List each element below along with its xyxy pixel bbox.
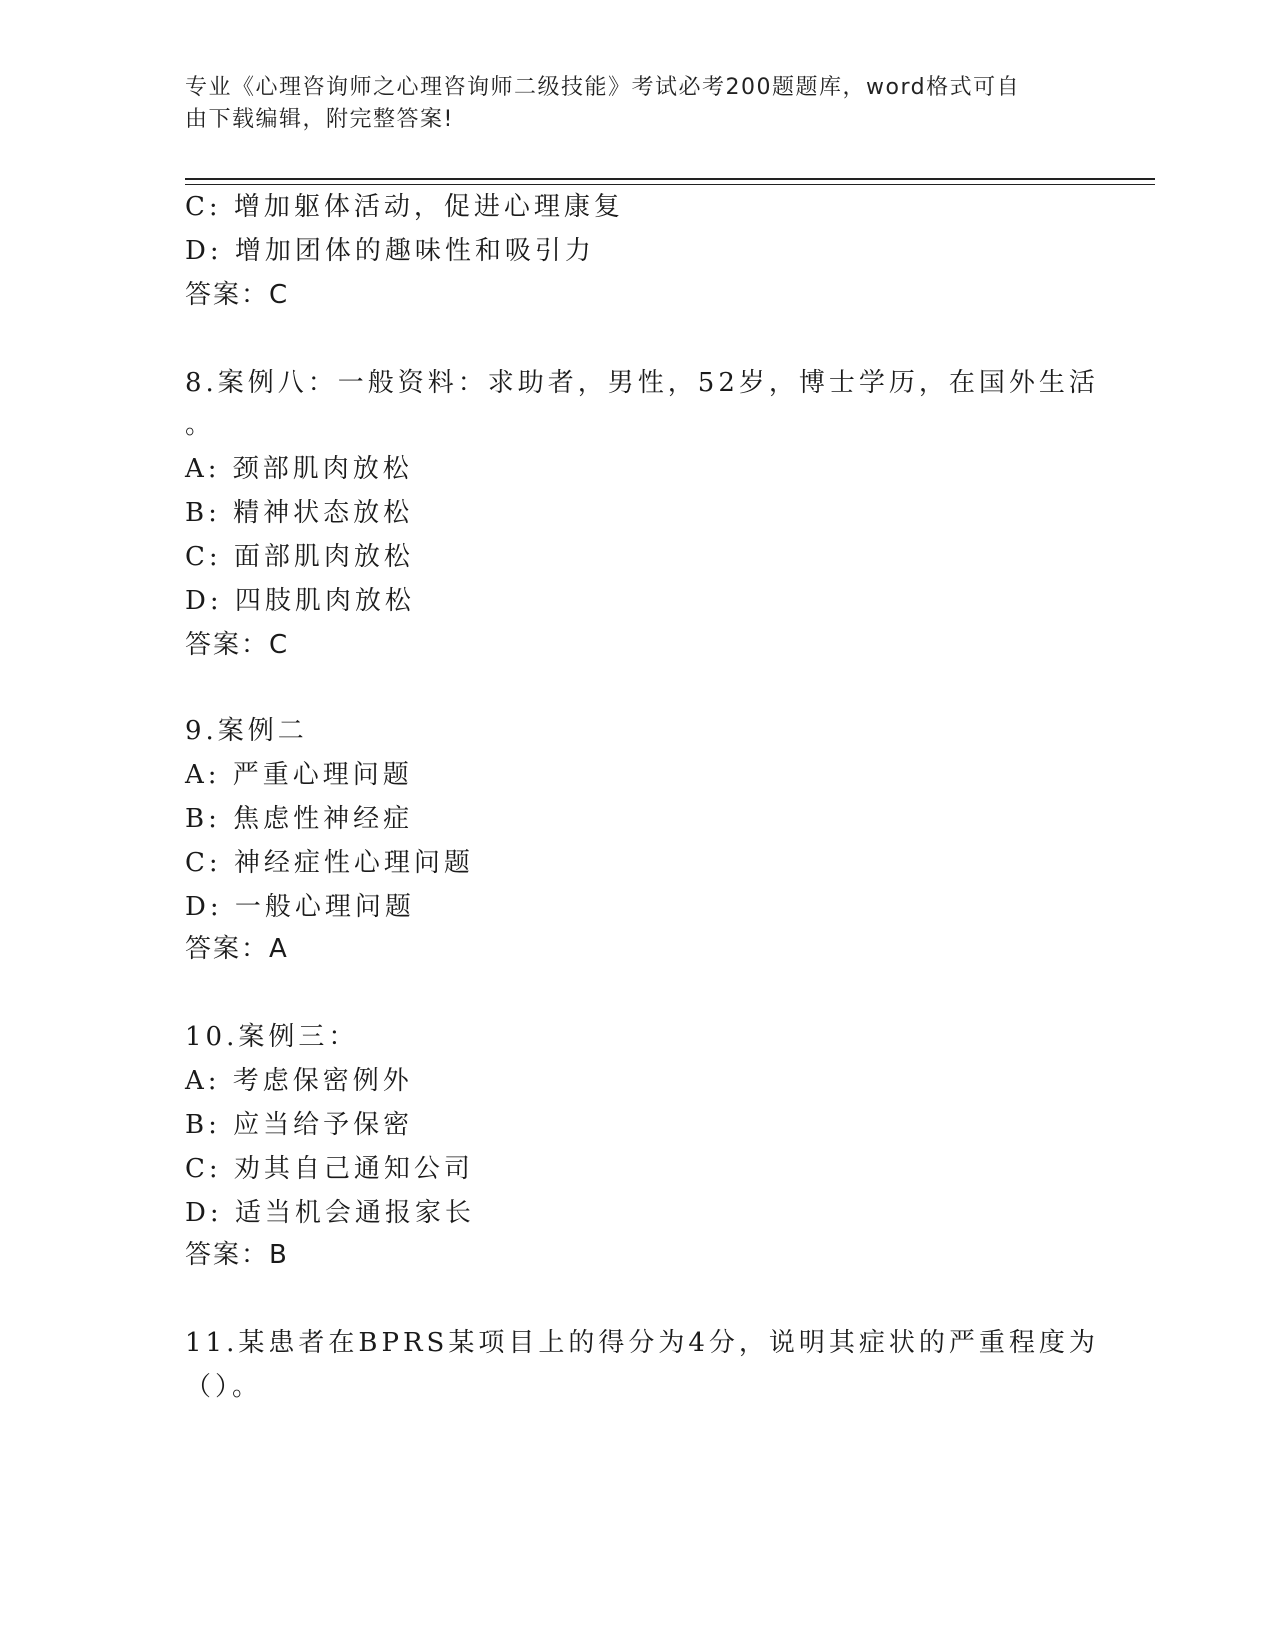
q9-stem: 9.案例二 — [185, 716, 308, 746]
q10-option-d: D: 适当机会通报家长 — [185, 1198, 475, 1228]
q9-answer: 答案：A — [185, 934, 289, 964]
q8-option-b: B: 精神状态放松 — [185, 498, 414, 528]
q10-option-a: A: 考虑保密例外 — [185, 1066, 413, 1096]
q8-option-c: C: 面部肌肉放松 — [185, 542, 414, 572]
header-rule-thin — [185, 184, 1155, 185]
q8-answer: 答案：C — [185, 630, 290, 660]
q8-option-a: A: 颈部肌肉放松 — [185, 454, 413, 484]
header-rule-thick — [185, 178, 1155, 180]
q9-option-c: C: 神经症性心理问题 — [185, 848, 474, 878]
q9-option-d: D: 一般心理问题 — [185, 892, 415, 922]
q10-option-c: C: 劝其自己通知公司 — [185, 1154, 474, 1184]
q7-answer: 答案：C — [185, 280, 290, 310]
header-line-2: 由下载编辑，附完整答案! — [185, 107, 454, 132]
q11-stem-line-2: （）。 — [185, 1372, 263, 1402]
q8-stem-line-1: 8.案例八：一般资料：求助者，男性，52岁，博士学历，在国外生活 — [185, 368, 1099, 398]
q7-option-c: C: 增加躯体活动，促进心理康复 — [185, 192, 624, 222]
q9-option-b: B: 焦虑性神经症 — [185, 804, 414, 834]
q10-answer: 答案：B — [185, 1240, 289, 1270]
q7-option-d: D: 增加团体的趣味性和吸引力 — [185, 236, 595, 266]
q11-stem-line-1: 11.某患者在BPRS某项目上的得分为4分，说明其症状的严重程度为 — [185, 1328, 1099, 1358]
q8-stem-line-2: 。 — [185, 410, 216, 440]
q10-option-b: B: 应当给予保密 — [185, 1110, 414, 1140]
document-header — [185, 72, 1065, 136]
q9-option-a: A: 严重心理问题 — [185, 760, 413, 790]
header-line-1: 专业《心理咨询师之心理咨询师二级技能》考试必考200题题库，word格式可自 — [185, 75, 1021, 100]
q8-option-d: D: 四肢肌肉放松 — [185, 586, 415, 616]
q10-stem: 10.案例三： — [185, 1022, 359, 1052]
